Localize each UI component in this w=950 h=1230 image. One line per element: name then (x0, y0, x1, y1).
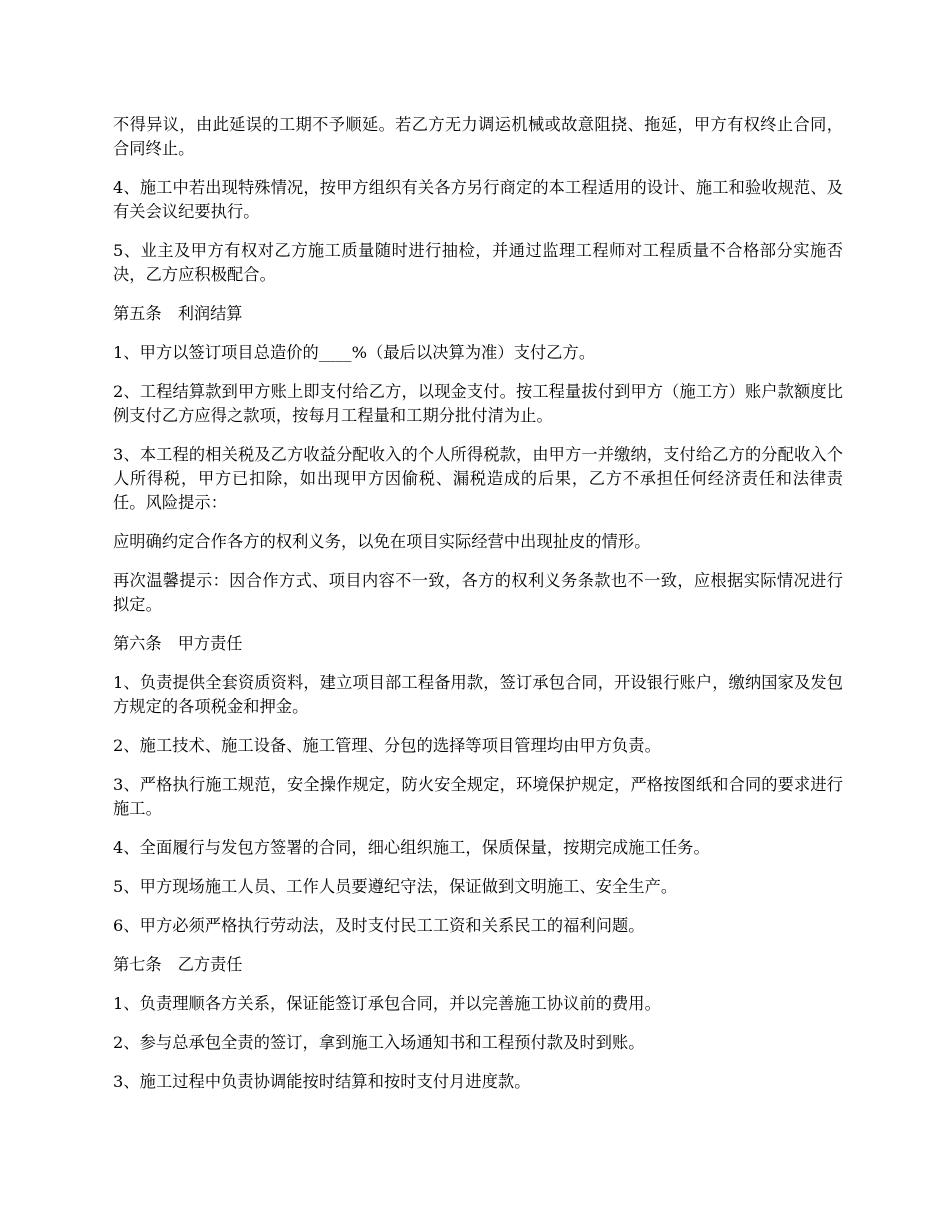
paragraph-party-a-duty-2: 2、施工技术、施工设备、施工管理、分包的选择等项目管理均由甲方负责。 (113, 736, 661, 755)
paragraph-party-b-duty-3: 3、施工过程中负责协调能按时结算和按时支付月进度款。 (113, 1072, 531, 1091)
paragraph-party-a-duty-3: 3、严格执行施工规范，安全操作规定，防火安全规定，环境保护规定，严格按图纸和合同的要求进行施工。 (113, 775, 843, 818)
paragraph-settlement-payment: 2、工程结算款到甲方账上即支付给乙方，以现金支付。按工程量拔付到甲方（施工方）账户款额度比例支付乙方应得之款项，按每月工程量和工期分批付清为止。 (113, 382, 843, 425)
paragraph-party-a-duty-5: 5、甲方现场施工人员、工作人员要遵纪守法，保证做到文明施工、安全生产。 (113, 877, 678, 896)
paragraph-risk-note: 应明确约定合作各方的权利义务，以免在项目实际经营中出现扯皮的情形。 (113, 532, 651, 551)
paragraph-reminder-note: 再次温馨提示：因合作方式、项目内容不一致，各方的权利义务条款也不一致，应根据实际情况进行拟定。 (113, 571, 843, 614)
paragraph-party-a-duty-6: 6、甲方必须严格执行劳动法，及时支付民工工资和关系民工的福利问题。 (113, 916, 645, 935)
section-heading-article-5: 第五条 利润结算 (113, 304, 243, 323)
paragraph-party-a-duty-4: 4、全面履行与发包方签署的合同，细心组织施工，保质保量，按期完成施工任务。 (113, 838, 710, 857)
section-heading-article-7: 第七条 乙方责任 (113, 955, 243, 974)
paragraph-profit-percentage: 1、甲方以签订项目总造价的____%（最后以决算为准）支付乙方。 (113, 343, 596, 362)
paragraph-special-circumstances: 4、施工中若出现特殊情况，按甲方组织有关各方另行商定的本工程适用的设计、施工和验收规范、及有关会议纪要执行。 (113, 178, 843, 221)
paragraph-party-a-duty-1: 1、负责提供全套资质资料，建立项目部工程备用款，签订承包合同，开设银行账户，缴纳国家及发包方规定的各项税金和押金。 (113, 673, 843, 716)
paragraph-termination-clause: 不得异议，由此延误的工期不予顺延。若乙方无力调运机械或故意阻挠、拖延，甲方有权终止合同，合同终止。 (113, 115, 843, 158)
section-heading-article-6: 第六条 甲方责任 (113, 634, 243, 653)
paragraph-party-b-duty-1: 1、负责理顺各方关系，保证能签订承包合同，并以完善施工协议前的费用。 (113, 994, 661, 1013)
paragraph-tax-clause: 3、本工程的相关税及乙方收益分配收入的个人所得税款，由甲方一并缴纳，支付给乙方的分配收入个人所得税，甲方已扣除，如出现甲方因偷税、漏税造成的后果，乙方不承担任何经济责任和法律责任。风险提示： (113, 445, 843, 512)
paragraph-quality-inspection: 5、业主及甲方有权对乙方施工质量随时进行抽检，并通过监理工程师对工程质量不合格部分实施否决，乙方应积极配合。 (113, 241, 843, 284)
document-page (113, 113, 843, 1109)
paragraph-party-b-duty-2: 2、参与总承包全责的签订，拿到施工入场通知书和工程预付款及时到账。 (113, 1033, 645, 1052)
